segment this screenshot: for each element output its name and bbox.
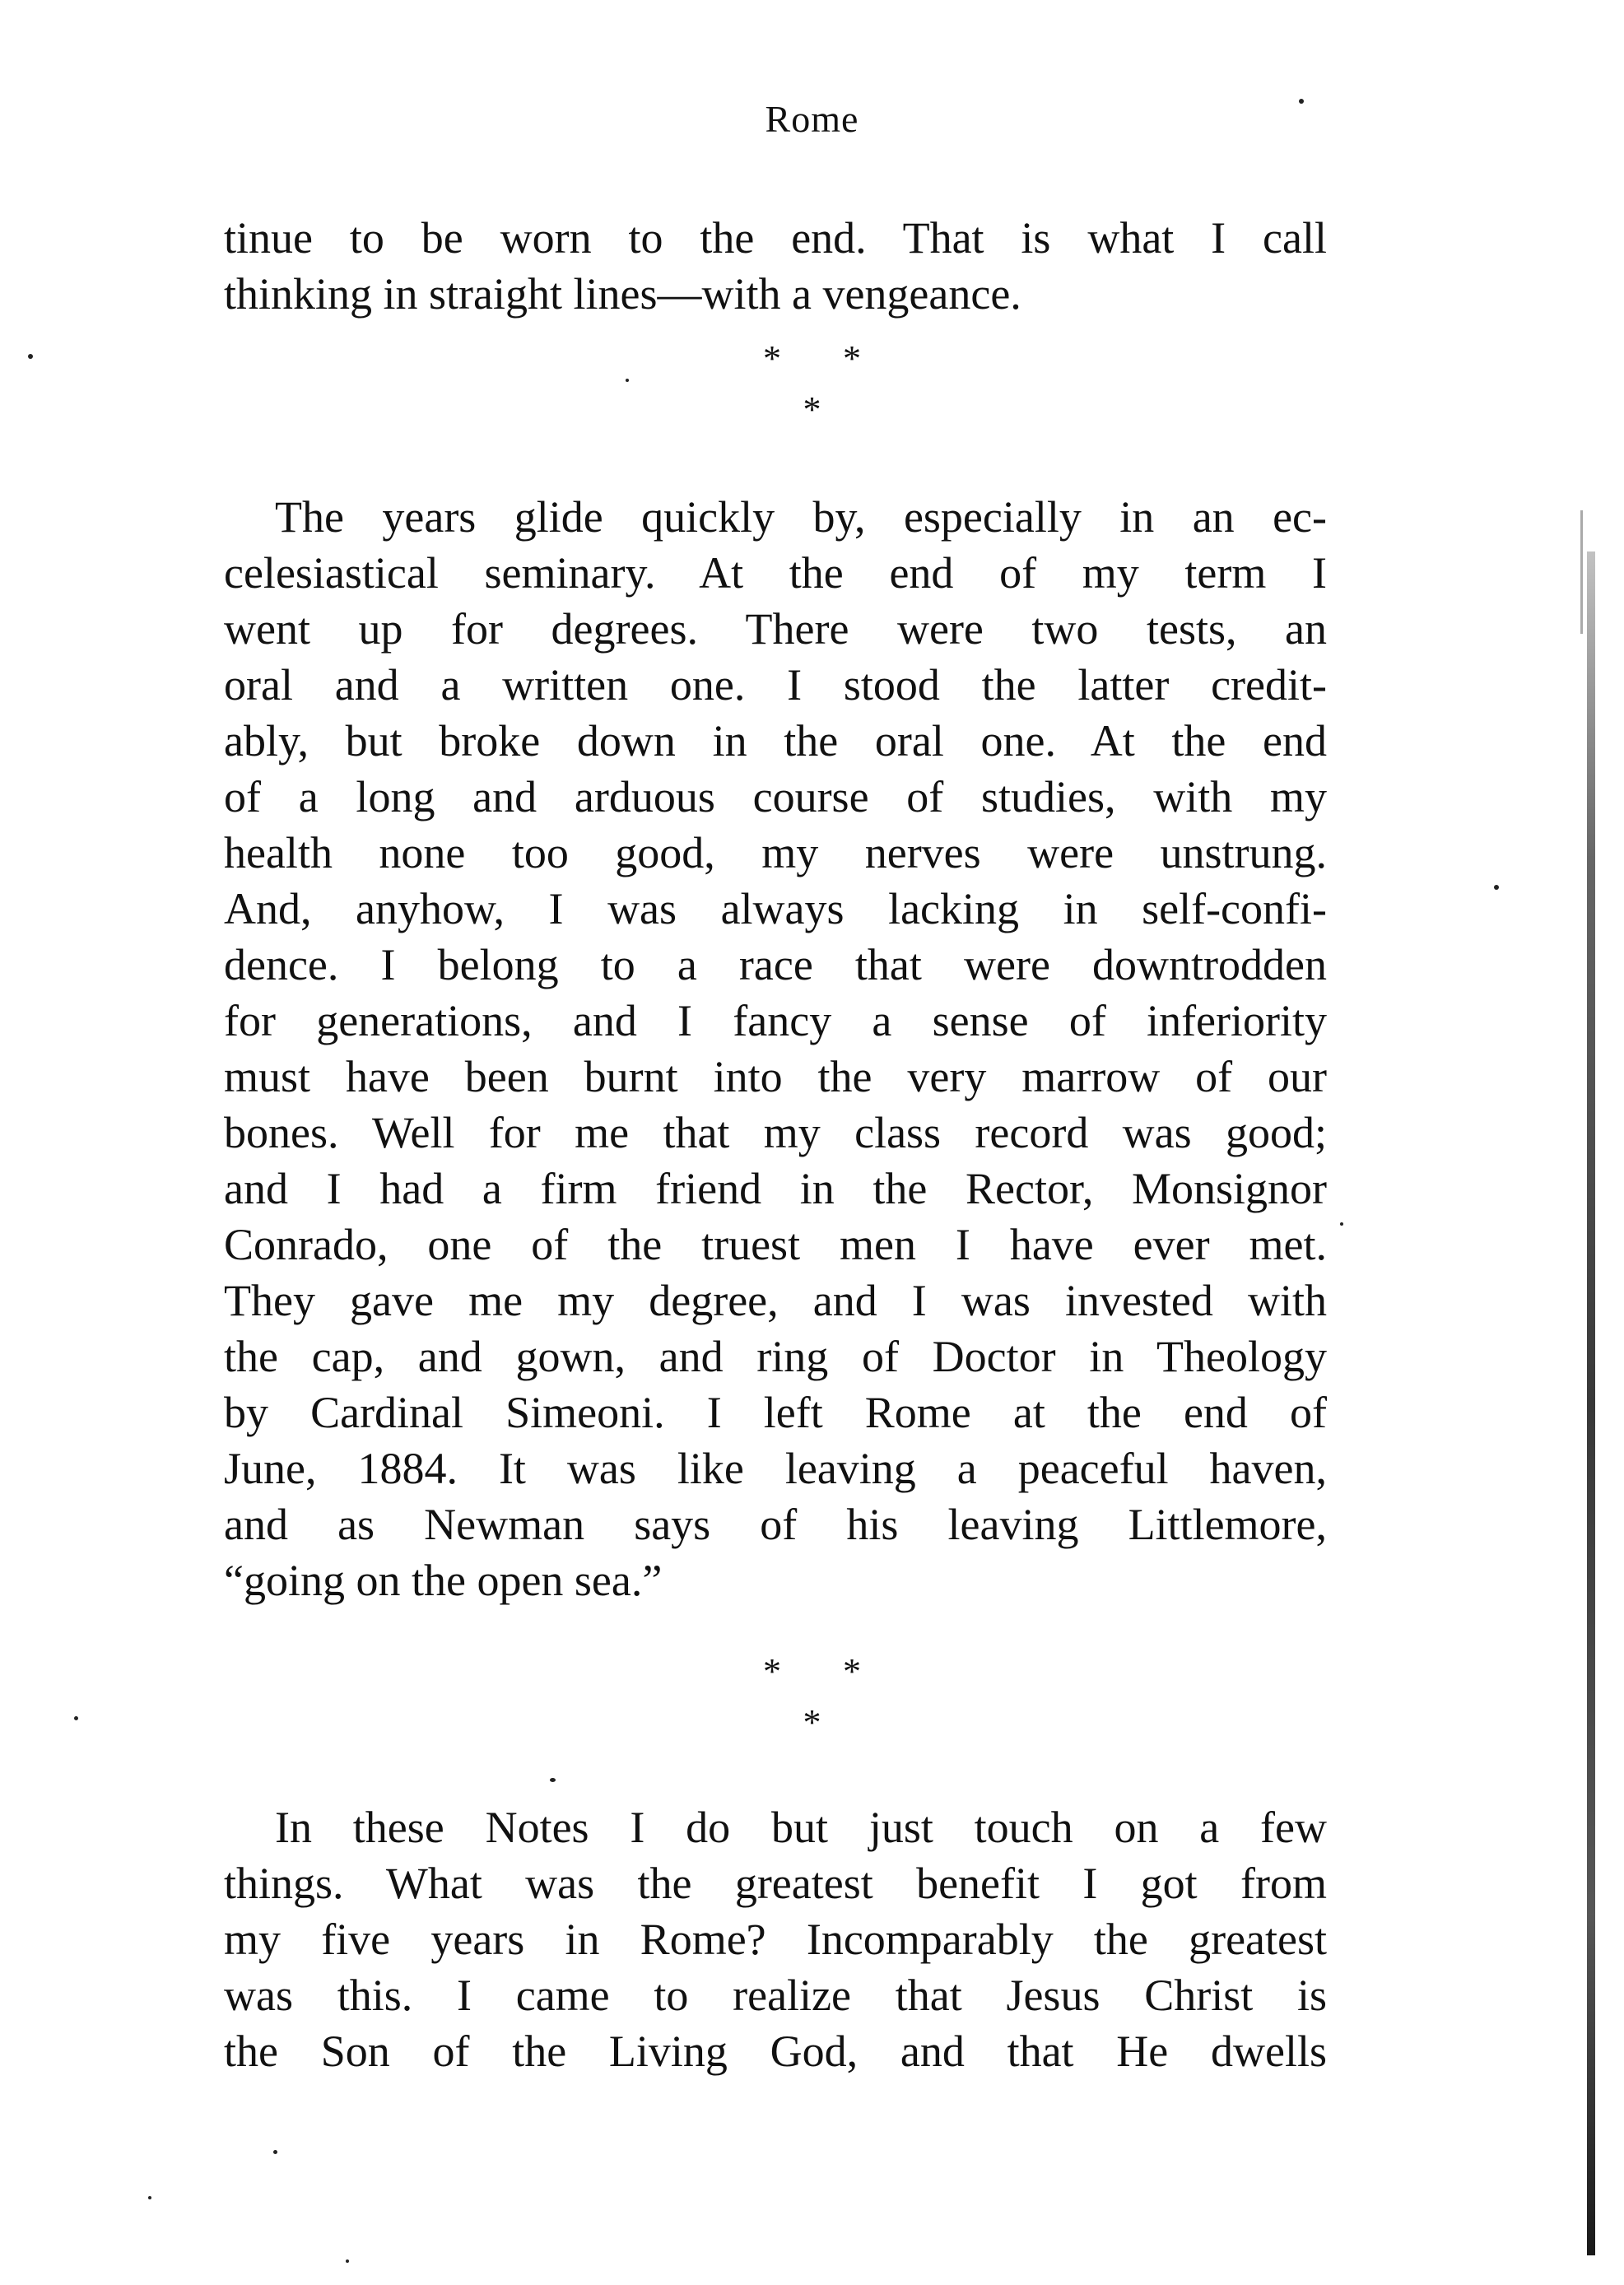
asterisk-glyph: * (803, 389, 821, 430)
asterisk-glyph: * (843, 1651, 861, 1692)
running-head: Rome (765, 98, 859, 140)
paragraph-line: my five years in Rome? Incomparably the greatest (224, 1915, 1327, 1964)
scan-edge-shadow (1580, 510, 1583, 634)
scan-speck (74, 1716, 78, 1720)
paragraph-line: tinue to be worn to the end. That is what I call (224, 213, 1327, 263)
asterisk-glyph: * (843, 338, 861, 379)
paragraph-line: oral and a written one. I stood the latter credit- (224, 660, 1327, 710)
paragraph-line: the cap, and gown, and ring of Doctor in Theology (224, 1332, 1327, 1381)
binding-edge-shadow (1587, 551, 1595, 2255)
scan-speck (273, 2150, 277, 2154)
paragraph-line: ably, but broke down in the oral one. At the end (224, 716, 1327, 766)
scan-speck (626, 379, 629, 382)
paragraph-line: Conrado, one of the truest men I have ever met. (224, 1220, 1327, 1269)
section-break-asterism (0, 333, 1624, 435)
paragraph-line: for generations, and I fancy a sense of inferiority (224, 996, 1327, 1045)
paragraph-continuation (224, 210, 1327, 322)
scan-speck (28, 354, 33, 359)
scan-speck (148, 2196, 151, 2199)
scan-speck (1340, 1222, 1343, 1226)
paragraph-line: and as Newman says of his leaving Littlemore, (224, 1500, 1327, 1549)
paragraph-line: went up for degrees. There were two tests, an (224, 604, 1327, 654)
paragraph-line: things. What was the greatest benefit I got from (224, 1859, 1327, 1908)
scan-speck (1299, 99, 1304, 104)
paragraph-line: of a long and arduous course of studies, with my (224, 772, 1327, 821)
scan-speck (346, 2259, 349, 2263)
paragraph-line: health none too good, my nerves were unstrung. (224, 828, 1327, 877)
asterisk-glyph: * (763, 1651, 781, 1692)
paragraph-line: June, 1884. It was like leaving a peaceful haven, (224, 1444, 1327, 1493)
paragraph-line: celesiastical seminary. At the end of my term I (224, 548, 1327, 598)
paragraph-line: and I had a firm friend in the Rector, Monsignor (224, 1164, 1327, 1213)
section-break-asterism (0, 1646, 1624, 1748)
paragraph-line-last: “going on the open sea.” (224, 1556, 663, 1605)
paragraph-notes (224, 1799, 1327, 2079)
paragraph-line: And, anyhow, I was always lacking in self-confi- (224, 884, 1327, 933)
paragraph-line: by Cardinal Simeoni. I left Rome at the end of (224, 1388, 1327, 1437)
paragraph-line: The years glide quickly by, especially in an ec- (275, 492, 1327, 542)
paragraph-line: was this. I came to realize that Jesus Christ is (224, 1971, 1327, 2020)
paragraph-line: must have been burnt into the very marrow of our (224, 1052, 1327, 1101)
paragraph-line-last: thinking in straight lines—with a vengeance. (224, 269, 1021, 319)
asterisk-glyph: * (763, 338, 781, 379)
scan-speck (550, 1778, 556, 1782)
paragraph-line: dence. I belong to a race that were downtrodden (224, 940, 1327, 989)
paragraph-line: They gave me my degree, and I was invested with (224, 1276, 1327, 1325)
paragraph-line: the Son of the Living God, and that He dwells (224, 2027, 1327, 2076)
paragraph-line: In these Notes I do but just touch on a few (275, 1803, 1327, 1852)
paragraph-line: bones. Well for me that my class record was good; (224, 1108, 1327, 1157)
scan-speck (1494, 885, 1499, 890)
paragraph-seminary (224, 489, 1327, 1608)
asterisk-glyph: * (803, 1702, 821, 1743)
